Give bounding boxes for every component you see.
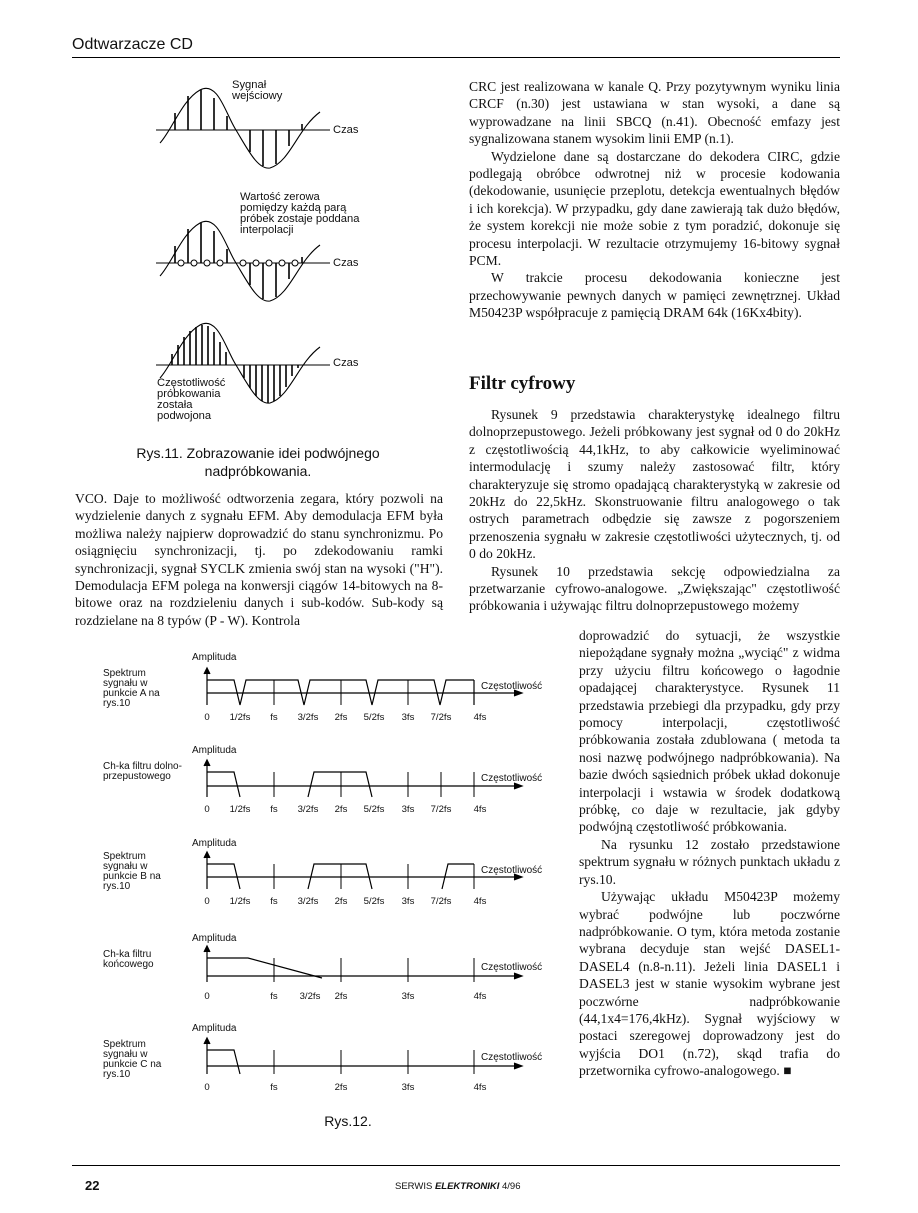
tick-label: 3/2fs <box>297 804 319 815</box>
fig11-caption-line1: Rys.11. Zobrazowanie idei podwójnego <box>136 445 380 461</box>
right-p6: Na rysunku 12 zostało przedstawione spektrum sygnału w różnych punktach układu z rys.10. <box>579 836 840 887</box>
fig12-label-c: Spektrum sygnału w punkcie B na rys.10 <box>103 851 161 892</box>
frequency-label-a: Częstotliwość <box>481 681 543 692</box>
amplitude-label-a: Amplituda <box>192 652 237 663</box>
footer-magazine <box>395 1181 520 1192</box>
tick-label: 5/2fs <box>363 896 385 907</box>
frequency-label-d: Częstotliwość <box>481 962 543 973</box>
tick-label: 7/2fs <box>430 896 452 907</box>
tick-label: 3fs <box>401 991 415 1002</box>
fig12-label-b: Ch-ka filtru dolno-przepustowego <box>103 761 182 782</box>
fig11-time-label-1: Czas <box>333 124 359 136</box>
tick-label: fs <box>270 712 278 723</box>
tick-label: 0 <box>204 1082 210 1093</box>
tick-label: 0 <box>204 712 210 723</box>
fig12-caption: Rys.12. <box>324 1113 372 1129</box>
fig11-input-label: Sygnał wejściowy <box>232 79 283 102</box>
tick-label: 3fs <box>401 712 415 723</box>
tick-label: 3fs <box>401 896 415 907</box>
frequency-label-e: Częstotliwość <box>481 1052 543 1063</box>
right-p3: W trakcie procesu dekodowania konieczne jest przechowywanie pewnych danych w pamięci zewnętrznej. Układ M50423P współpracuje z pamięcią DRAM 64k (16Kx4bity). <box>469 270 840 321</box>
amplitude-label-d: Amplituda <box>192 933 237 944</box>
frequency-label-b: Częstotliwość <box>481 773 543 784</box>
footer-issue: 4/96 <box>501 1181 521 1192</box>
tick-label: 1/2fs <box>229 896 251 907</box>
tick-label: 2fs <box>334 1082 348 1093</box>
fig12-label-a: Spektrum sygnału w punkcie A na rys.10 <box>103 668 160 709</box>
tick-label: 0 <box>204 804 210 815</box>
section-heading: Filtr cyfrowy <box>469 373 576 394</box>
fig11-time-label-2: Czas <box>333 257 359 269</box>
tick-label: 3fs <box>401 804 415 815</box>
tick-label: 4fs <box>473 1082 487 1093</box>
page-number: 22 <box>85 1178 100 1193</box>
tick-label: fs <box>270 1082 278 1093</box>
tick-label: 4fs <box>473 804 487 815</box>
right-p7-text: Używając układu M50423P możemy wybrać podwójne lub poczwórne nadpróbkowanie. O tym, która metoda zostanie wybrana decyduje stan wejść DASEL1-DASEL4 (n.8-n.11). Jeżeli linia DASEL1 i DASEL3 jest w stanie wysokim wybrane jest poczwórne nadpróbkowanie (44,1x4=176,4kHz). Sygnał wyjściowy w postaci szeregowej doprowadzony jest do wyjścia DO1 (n.72), skąd trafia do przetwornika cyfrowo-analogowego. <box>579 889 840 1079</box>
tick-label: 1/2fs <box>229 712 251 723</box>
footer-magazine-a: SERWIS <box>395 1181 433 1192</box>
tick-label: 4fs <box>473 991 487 1002</box>
tick-label: fs <box>270 896 278 907</box>
left-paragraph: VCO. Daje to możliwość odtworzenia zegara, który pozwoli na wydzielenie danych z sygnału EFM. Aby demodulacja EFM była możliwa należy najpierw doprowadzić do stanu synchronizmu. Po osiągnięciu synchronizacji, tj. po zdekodowaniu ramki synchronizacji, sygnał SYCLK zmienia swój stan na wysoki ("H"). Demodulacja EFM polega na konwersji ciągów 14-bitowych na 8-bitowe oraz na rozdzieleniu danych i sub-kodów. Sub-kody są rozdzielane na 8 typów (P - W). Kontrola <box>75 491 443 628</box>
footer-magazine-b: ELEKTRONIKI <box>434 1181 500 1192</box>
fig11-time-label-3: Czas <box>333 357 359 369</box>
fig11-caption-line2: nadpróbkowania. <box>204 463 312 479</box>
tick-label: 1/2fs <box>229 804 251 815</box>
fig12-label-d: Ch-ka filtru końcowego <box>103 949 154 970</box>
tick-label: 3/2fs <box>297 896 319 907</box>
tick-label: fs <box>270 991 278 1002</box>
tick-label: 3/2fs <box>297 712 319 723</box>
frequency-label-c: Częstotliwość <box>481 865 543 876</box>
tick-label: 0 <box>204 896 210 907</box>
fig11-freq-label: Częstotliwość próbkowania została podwojona <box>157 377 226 422</box>
right-p5b: doprowadzić do sytuacji, że wszystkie niepożądane sygnały można „wyciąć" z widma przy użyciu filtru końcowego o łagodnie opadającej charakterystyce. Rysunek 11 przedstawia przebiegi dla przypadku, gdy przy pomocy interpolacji, częstotliwość próbkowania została zdublowana ( metoda ta nosi nazwę podwójnego nadpróbkowania). Na bazie dwóch sąsiednich próbek układ dokonuje interpolacji i wstawia w środek dodatkową próbkę, co daje w rezultacie, jak gdyby podwójną częstotliwość próbkowania. <box>579 628 840 835</box>
right-p5: Rysunek 10 przedstawia sekcję odpowiedzialna za przetwarzanie cyfrowo-analogowe. „Zwiększając" częstotliwość próbkowania i używając filtru dolnoprzepustowego możemy <box>469 563 840 614</box>
tick-label: 7/2fs <box>430 804 452 815</box>
tick-label: 7/2fs <box>430 712 452 723</box>
tick-label: 4fs <box>473 896 487 907</box>
tick-label: 0 <box>204 991 210 1002</box>
tick-label: fs <box>270 804 278 815</box>
tick-label: 3/2fs <box>299 991 321 1002</box>
footer-rule <box>72 1165 840 1166</box>
running-header: Odtwarzacze CD <box>72 36 193 53</box>
tick-label: 4fs <box>473 712 487 723</box>
right-p1: CRC jest realizowana w kanale Q. Przy pozytywnym wyniku linia CRCF (n.30) jest ustawiana w stan wysoki, a dane są wyprowadzane na linii SBCQ (n.41). Obecność emfazy jest sygnalizowana stanem wysokim linii EMP (n.1). <box>469 79 840 147</box>
amplitude-label-c: Amplituda <box>192 838 237 849</box>
tick-label: 2fs <box>334 991 348 1002</box>
fig11-zero-label: Wartość zerowa pomiędzy każdą parą próbek zostaje poddana interpolacji <box>240 191 360 236</box>
fig12-label-e: Spektrum sygnału w punkcie C na rys.10 <box>103 1039 162 1080</box>
tick-label: 3fs <box>401 1082 415 1093</box>
tick-label: 5/2fs <box>363 804 385 815</box>
amplitude-label-b: Amplituda <box>192 745 237 756</box>
right-p2: Wydzielone dane są dostarczane do dekodera CIRC, gdzie podlegają obróbce odwrotnej niż w procesie kodowania (dekodowanie, usunięcie przeplotu, detekcja ewentualnych błędów i ich korekcja). W przypadku, gdy dane zawierają tak dużo błędów, że system korekcji nie może sobie z tym poradzić, dokonuje się procesu interpolacji. W rezultacie otrzymujemy 16-bitowy sygnał PCM. <box>469 148 840 269</box>
tick-label: 5/2fs <box>363 712 385 723</box>
end-mark-icon: ■ <box>783 1063 792 1079</box>
tick-label: 2fs <box>334 712 348 723</box>
tick-label: 2fs <box>334 804 348 815</box>
tick-label: 2fs <box>334 896 348 907</box>
amplitude-label-e: Amplituda <box>192 1023 237 1034</box>
right-p4: Rysunek 9 przedstawia charakterystykę idealnego filtru dolnoprzepustowego. Jeżeli próbkowany jest sygnał od 0 do 20kHz z częstotliwością 44,1kHz, to aby całkowicie wyeliminować intermodulację i szumy należy zastosować filtr, który charakteryzuje się stromo opadającą charakterystyką w zakresie od 20kHz do 22,5kHz. Skonstruowanie filtru analogowego o tak ostrych parametrach odbędzie się zawsze z pogorszeniem przenoszenia sygnału w zakresie częstotliwości użytecznych, tj. od 0 do 20kHz. <box>469 407 840 562</box>
